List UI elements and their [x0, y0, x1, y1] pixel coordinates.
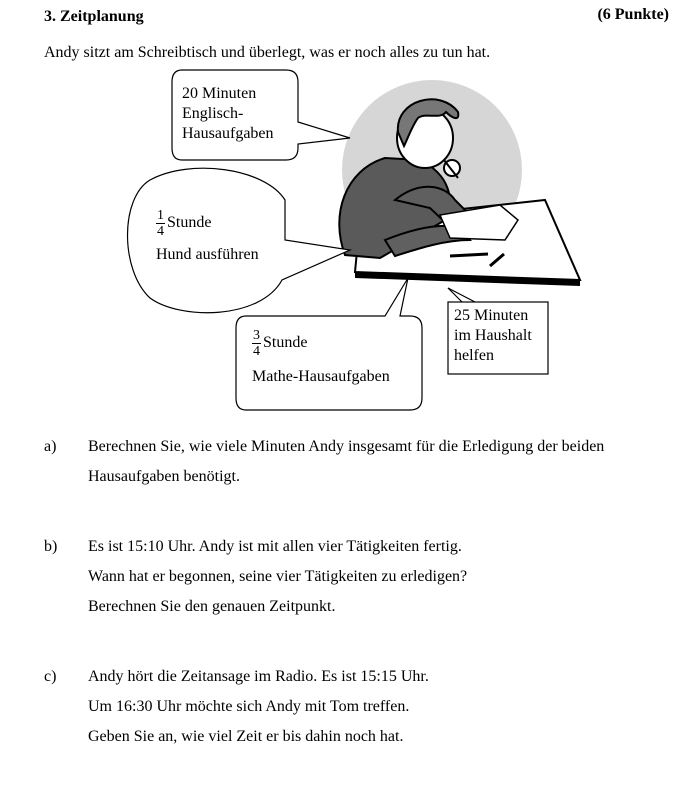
intro-text: Andy sitzt am Schreibtisch und überlegt, was er noch alles zu tun hat.	[44, 44, 491, 61]
household-line-3: helfen	[454, 347, 494, 364]
dog-fraction-den: 4	[157, 224, 164, 239]
question-a-line-2: Hausaufgaben benötigt.	[88, 468, 240, 485]
question-b-line-3: Berechnen Sie den genauen Zeitpunkt.	[88, 598, 336, 615]
dog-fraction	[156, 208, 165, 239]
question-c-line-1: Andy hört die Zeitansage im Radio. Es ist 15:15 Uhr.	[88, 668, 429, 685]
box-household-text	[454, 306, 532, 366]
question-a-line-1: Berechnen Sie, wie viele Minuten Andy insgesamt für die Erledigung der beiden	[88, 438, 605, 455]
bubble-math-text	[252, 328, 390, 387]
english-line-3: Hausaufgaben	[182, 125, 274, 142]
math-task: Mathe-Hausaufgaben	[252, 368, 390, 385]
dog-task: Hund ausführen	[156, 246, 259, 263]
question-b-line-1: Es ist 15:10 Uhr. Andy ist mit allen vier Tätigkeiten fertig.	[88, 538, 462, 555]
math-fraction	[252, 328, 261, 359]
dog-fraction-num: 1	[157, 208, 164, 223]
question-a-label: a)	[44, 438, 57, 455]
household-pointer-2	[448, 288, 475, 302]
question-b-label: b)	[44, 538, 58, 555]
dog-unit: Stunde	[167, 214, 212, 232]
bubble-dog-text	[156, 208, 259, 265]
english-line-1: 20 Minuten	[182, 85, 257, 102]
task-title: 3. Zeitplanung	[44, 8, 144, 25]
pen-on-desk	[450, 254, 488, 256]
question-c-line-3: Geben Sie an, wie viel Zeit er bis dahin noch hat.	[88, 728, 404, 745]
question-c-line-2: Um 16:30 Uhr möchte sich Andy mit Tom treffen.	[88, 698, 410, 715]
bubble-english-text	[182, 84, 274, 144]
math-unit: Stunde	[263, 334, 308, 352]
task-points: (6 Punkte)	[597, 6, 669, 23]
household-pointer	[448, 288, 462, 302]
question-b-line-2: Wann hat er begonnen, seine vier Tätigkeiten zu erledigen?	[88, 568, 468, 585]
question-c-label: c)	[44, 668, 57, 685]
household-line-1: 25 Minuten	[454, 307, 529, 324]
household-line-2: im Haushalt	[454, 327, 532, 344]
english-line-2: Englisch-	[182, 105, 244, 122]
math-fraction-den: 4	[253, 344, 260, 359]
math-fraction-num: 3	[253, 328, 260, 343]
